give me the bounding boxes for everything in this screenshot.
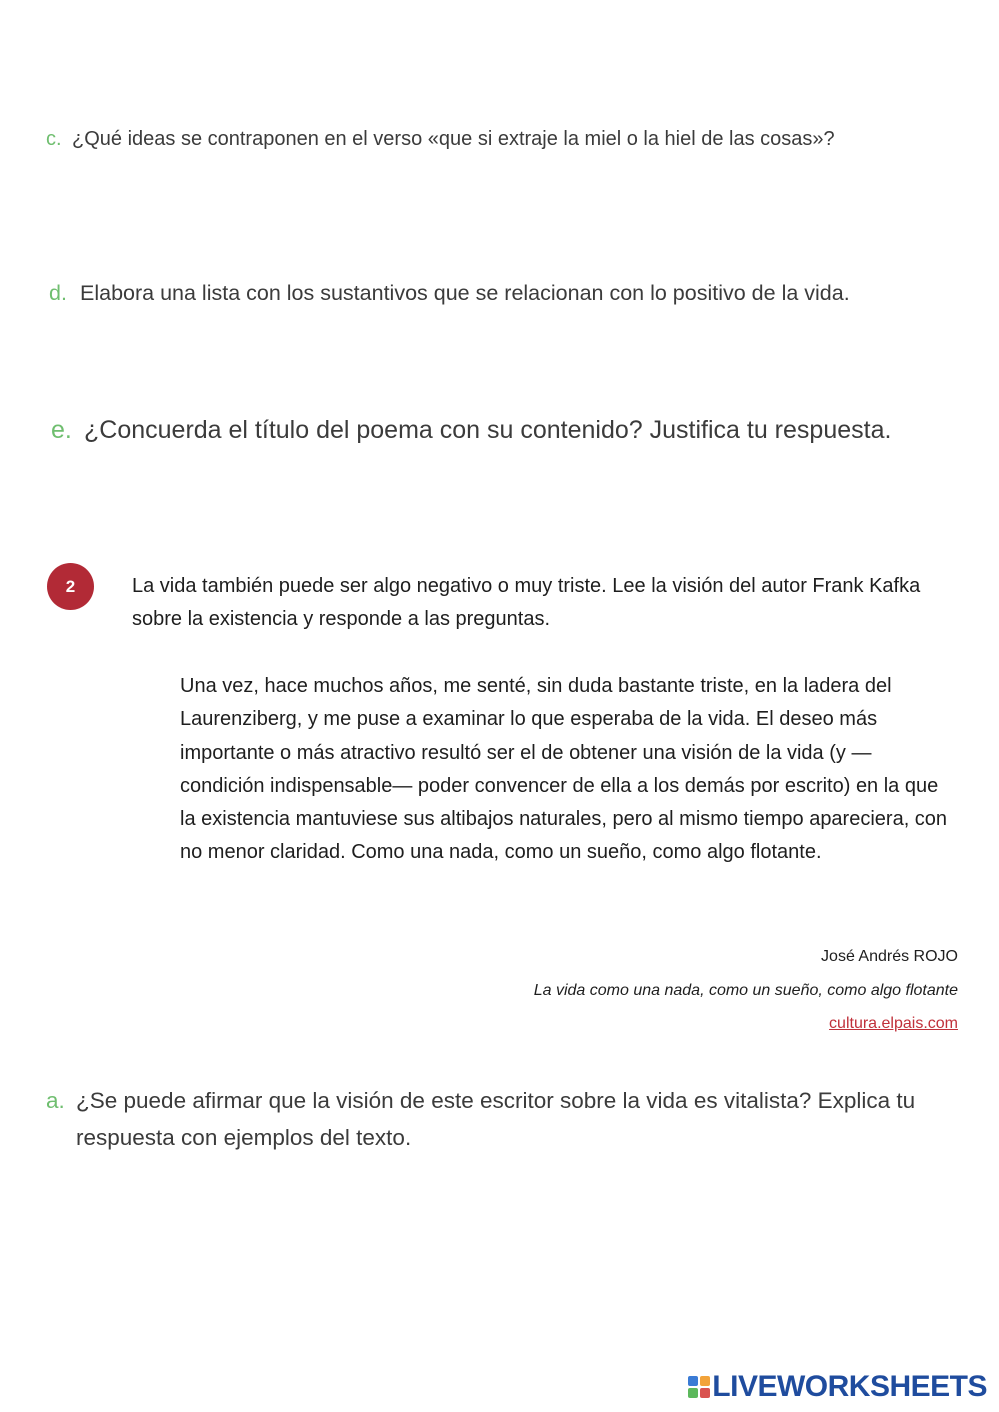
question-a-letter: a. [46,1088,65,1113]
logo-text: LIVEWORKSHEETS [712,1370,987,1403]
question-c-letter: c. [46,128,62,150]
question-e-text: ¿Concuerda el título del poema con su contenido? Justifica tu respuesta. [84,416,892,444]
activity-number-badge: 2 [47,563,94,610]
question-c [46,128,835,151]
source-link[interactable]: cultura.elpais.com [829,1015,958,1032]
question-d [49,281,850,306]
question-d-letter: d. [49,281,67,305]
question-a [46,1082,946,1156]
liveworksheets-logo-icon [688,1376,710,1398]
kafka-quote: Una vez, hace muchos años, me senté, sin duda bastante triste, en la ladera del Laurenziberg, y me puse a examinar lo que esperaba de la vida. El deseo más importante o más atractivo resultó ser el de obtener una visión de la vida (y —condición indispensable— poder convencer de ella a los demás por escrito) en la que la existencia mantuviese sus altibajos naturales, pero al mismo tiempo apareciera, con no menor claridad. Como una nada, como un sueño, como algo flotante. [180,675,948,864]
question-d-text: Elabora una lista con los sustantivos que se relacionan con lo positivo de la vida. [80,281,850,305]
question-e [51,416,891,445]
source-author: José Andrés ROJO [821,948,958,965]
question-c-text: ¿Qué ideas se contraponen en el verso «que si extraje la miel o la hiel de las cosas»? [72,128,835,150]
question-a-text: ¿Se puede afirmar que la visión de este escritor sobre la vida es vitalista? Explica tu respuesta con ejemplos del texto. [76,1088,916,1150]
quote-source [534,940,958,1041]
activity-intro: La vida también puede ser algo negativo o muy triste. Lee la visión del autor Frank Kafka sobre la existencia y responde a las preguntas. [132,575,921,630]
source-title: La vida como una nada, como un sueño, como algo flotante [533,981,958,999]
liveworksheets-logo[interactable] [688,1372,987,1402]
question-e-letter: e. [51,416,72,444]
